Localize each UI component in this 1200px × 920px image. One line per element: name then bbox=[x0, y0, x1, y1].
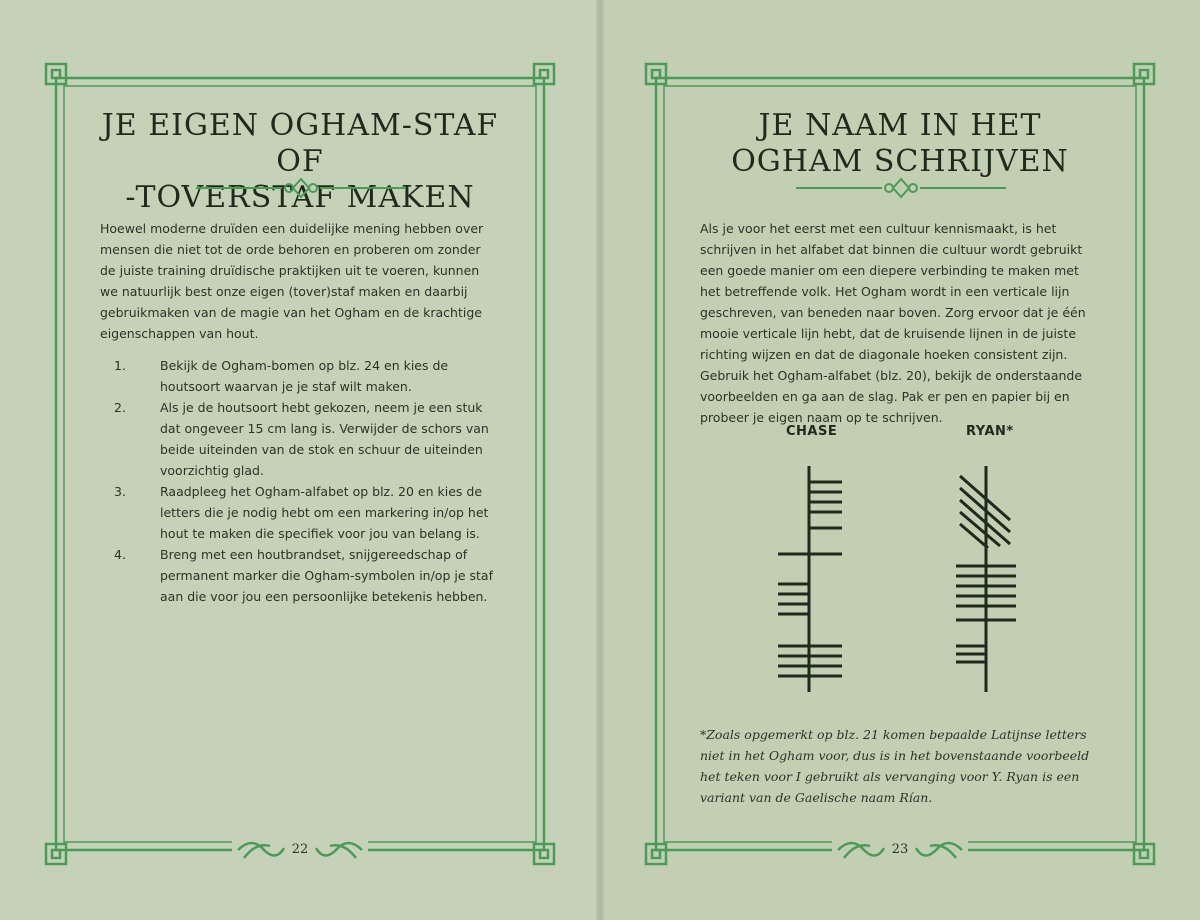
left-title-line-2: -TOVERSTAF MAKEN bbox=[125, 180, 475, 215]
footnote: *Zoals opgemerkt op blz. 21 komen bepaalde Latijnse letters niet in het Ogham voor, dus is in het bovenstaande voorbeeld het teken voor I gebruikt als vervanging voor Y. Ryan is een variant van de Gaelische naam Rían. bbox=[700, 727, 1090, 805]
list-item bbox=[114, 481, 494, 544]
step-text: Als je de houtsoort hebt gekozen, neem je een stuk dat ongeveer 15 cm lang is. Verwijder de schors van beide uiteinden van de stok en schuur de uiteinden voorzichtig glad. bbox=[160, 400, 489, 478]
ogham-chase-glyph bbox=[778, 466, 842, 692]
step-number: 3. bbox=[114, 484, 126, 499]
list-item bbox=[114, 355, 494, 397]
example-label-ryan: RYAN* bbox=[966, 424, 1014, 439]
right-title-line-1: JE NAAM IN HET bbox=[758, 108, 1042, 143]
right-title-line-2: OGHAM SCHRIJVEN bbox=[731, 144, 1069, 179]
book-gutter bbox=[596, 0, 604, 920]
list-item bbox=[114, 544, 494, 607]
page-number-right: 23 bbox=[891, 842, 909, 857]
step-number: 4. bbox=[114, 547, 126, 562]
left-title-line-1: JE EIGEN OGHAM-STAF OF bbox=[101, 108, 499, 179]
knot-divider-icon bbox=[285, 179, 317, 197]
right-page-title bbox=[680, 108, 1120, 180]
ogham-ryan-glyph bbox=[956, 466, 1016, 692]
step-text: Bekijk de Ogham-bomen op blz. 24 en kies de houtsoort waarvan je je staf wilt maken. bbox=[160, 358, 449, 394]
title-divider bbox=[796, 176, 1006, 200]
example-label-chase: CHASE bbox=[786, 424, 838, 439]
step-number: 1. bbox=[114, 358, 126, 373]
list-item bbox=[114, 397, 494, 481]
page-number-left: 22 bbox=[291, 842, 309, 857]
right-page bbox=[600, 0, 1200, 920]
knot-divider-icon bbox=[885, 179, 917, 197]
step-number: 2. bbox=[114, 400, 126, 415]
step-text: Breng met een houtbrandset, snijgereedschap of permanent marker die Ogham-symbolen in/op je staf aan die voor jou een persoonlijke betekenis hebben. bbox=[160, 547, 493, 604]
title-divider bbox=[196, 176, 406, 200]
right-intro-paragraph: Als je voor het eerst met een cultuur kennismaakt, is het schrijven in het alfabet dat binnen die cultuur wordt gebruikt een goede manier om een diepere verbinding te maken met het betreffende volk. Het Ogham wordt in een verticale lijn geschreven, van beneden naar boven. Zorg ervoor dat je één mooie verticale lijn hebt, dat de kruisende lijnen in de juiste richting wijzen en dat de diagonale hoeken consistent zijn. Gebruik het Ogham-alfabet (blz. 20), bekijk de onderstaande voorbeelden en ga aan de slag. Pak er pen en papier bij en probeer je eigen naam op te schrijven. bbox=[700, 221, 1086, 425]
step-text: Raadpleeg het Ogham-alfabet op blz. 20 en kies de letters die je nodig hebt om een markering in/op het hout te maken die specifiek voor jou van belang is. bbox=[160, 484, 489, 541]
steps-list bbox=[114, 355, 494, 607]
left-intro-paragraph: Hoewel moderne druïden een duidelijke mening hebben over mensen die niet tot de orde behoren en proberen om zonder de juiste training druïdische praktijken uit te voeren, kunnen we natuurlijk best onze eigen (tover)staf maken en daarbij gebruikmaken van de magie van het Ogham en de krachtige eigenschappen van hout. bbox=[100, 221, 484, 341]
